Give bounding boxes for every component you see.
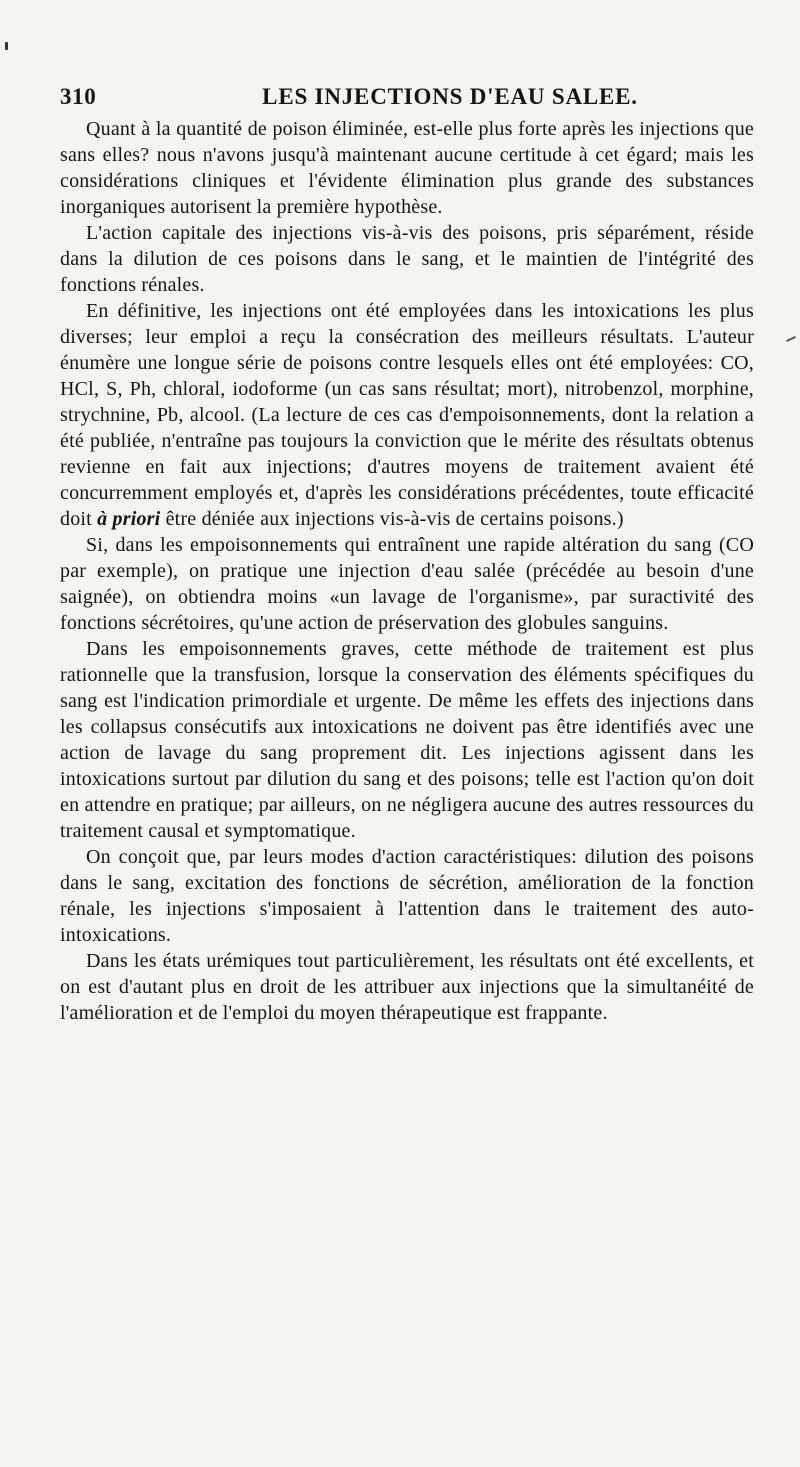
paragraph-4: Si, dans les empoisonnements qui entraînent une rapide altération du sang (CO par exemple), on pratique une injection d'eau salée (précédée au besoin d'une saignée), on obtiendra moins «un lavage de l'organisme», par suractivité des fonctions sécrétoires, qu'une action de préservation des globules sanguins. bbox=[60, 534, 754, 634]
margin-mark bbox=[786, 336, 796, 342]
paragraph-3-text-after: être déniée aux injections vis-à-vis de certains poisons.) bbox=[160, 508, 624, 530]
body-text bbox=[60, 116, 754, 1026]
paragraph-3 bbox=[60, 298, 754, 532]
paragraph-2: L'action capitale des injections vis-à-vis des poisons, pris séparément, réside dans la dilution de ces poisons dans le sang, et le maintien de l'intégrité des fonctions rénales. bbox=[60, 222, 754, 296]
paragraph-3-text-before: En définitive, les injections ont été employées dans les intoxications les plus diverses; leur emploi a reçu la consécration des meilleurs résultats. L'auteur énumère une longue série de poisons contre lesquels elles ont été employées: CO, HCl, S, Ph, chloral, iodoforme (un cas sans résultat; mort), nitrobenzol, morphine, strychnine, Pb, alcool. (La lecture de ces cas d'empoisonnements, dont la relation a été publiée, n'entraîne pas toujours la conviction que le mérite des résultats obtenus revienne en fait aux injections; d'autres moyens de traitement avaient été concurremment employés et, d'après les considérations précédentes, toute efficacité doit bbox=[60, 300, 754, 530]
paragraph-1: Quant à la quantité de poison éliminée, est-elle plus forte après les injections que sans elles? nous n'avons jusqu'à maintenant aucune certitude à cet égard; mais les considérations cliniques et l'évidente élimination plus grande des substances inorganiques autorisent la première hypothèse. bbox=[60, 118, 754, 218]
paragraph-5: Dans les empoisonnements graves, cette méthode de traitement est plus rationnelle que la transfusion, lorsque la conservation des éléments spécifiques du sang est l'indication primordiale et urgente. De même les effets des injections dans les collapsus consécutifs aux intoxications ne doivent pas être identifiés avec une action de lavage du sang proprement dit. Les injections agissent dans les intoxications surtout par dilution du sang et des poisons; telle est l'action qu'on doit en attendre en pratique; par ailleurs, on ne négligera aucune des autres ressources du traitement causal et symptomatique. bbox=[60, 638, 754, 842]
page-number: 310 bbox=[60, 84, 97, 109]
running-title: LES INJECTIONS D'EAU SALEE. bbox=[262, 84, 638, 109]
paragraph-3-emphasis: à priori bbox=[97, 508, 161, 530]
paragraph-6: On conçoit que, par leurs modes d'action caractéristiques: dilution des poisons dans le sang, excitation des fonctions de sécrétion, amélioration de la fonction rénale, les injections s'imposaient à l'attention dans le traitement des auto-intoxications. bbox=[60, 846, 754, 946]
page-header bbox=[60, 84, 744, 112]
scan-speck bbox=[5, 42, 8, 50]
paragraph-7: Dans les états urémiques tout particulièrement, les résultats ont été excellents, et on est d'autant plus en droit de les attribuer aux injections que la simultanéité de l'amélioration et de l'emploi du moyen thérapeutique est frappante. bbox=[60, 950, 754, 1024]
